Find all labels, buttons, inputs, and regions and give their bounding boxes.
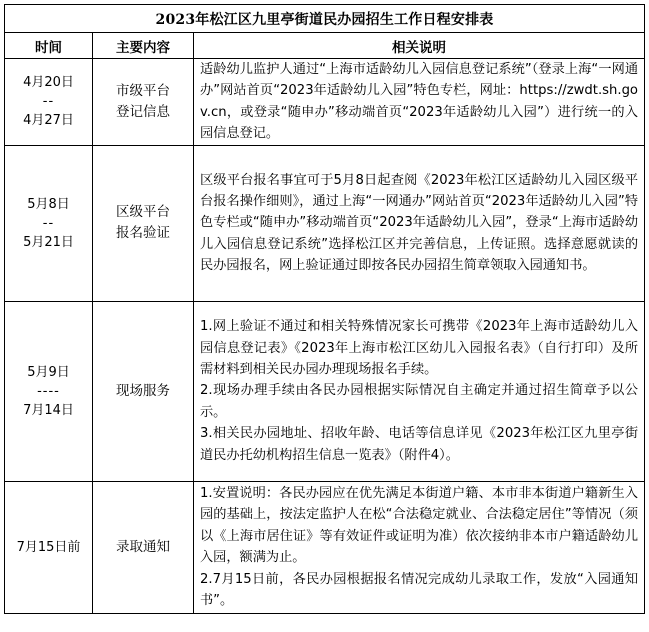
main-content-line2: 登记信息 [116,103,170,120]
schedule-document [4,4,644,614]
table-row [5,59,645,146]
time-separator: ---- [37,383,60,399]
description-cell [194,481,645,613]
time-start: 5月8日 [27,196,70,212]
header-row [5,33,645,59]
main-content-line1: 现场服务 [116,382,170,399]
main-content-cell [93,59,194,146]
description-paragraph: 3.相关民办园地址、招收年龄、电话等信息详见《2023年松江区九里亭街道民办托幼机构招生信息一览表》（附件4）。 [200,426,639,463]
header-main-content: 主要内容 [93,33,194,59]
description-paragraph: 区级平台报名事宜可于5月8日起查阅《2023年松江区适龄幼儿入园区级平台报名操作细则》，通过上海“一网通办”网站首页“2023年适龄幼儿入园”特色专栏或“随申办”移动端首页“2023年适龄幼儿入园”，登录“上海市适龄幼儿入园信息登记系统”选择松江区并完善信息，上传证照。选择意愿就读的民办园报名，网上验证通过即按各民办园招生简章领取入园通知书。 [200,172,639,274]
header-description: 相关说明 [194,33,645,59]
time-cell [5,145,93,301]
time-start: 7月15日前 [16,539,81,555]
description-paragraph: 适龄幼儿监护人通过“上海市适龄幼儿入园信息登记系统”（登录上海“一网通办”网站首页“2023年适龄幼儿入园”特色专栏，网址：https://zwdt.sh.gov.cn，或登录“随申办”移动端首页“2023年适龄幼儿入园”）进行统一的入园信息登记。 [200,62,639,142]
time-end: 7月14日 [23,402,74,418]
time-separator: -- [42,215,55,231]
main-content-line1: 录取通知 [116,538,170,555]
description-cell [194,145,645,301]
time-cell [5,481,93,613]
table-row [5,301,645,481]
description-paragraph: 1.安置说明：各民办园应在优先满足本街道户籍、本市非本街道户籍新生入园的基础上，按法定监护人在松“合法稳定就业、合法稳定居住”等情况（须以《上海市居住证》等有效证件或证明为准）依次接纳非本市户籍适龄幼儿入园，额满为止。 [200,485,639,566]
time-start: 5月9日 [27,364,70,380]
schedule-table [4,4,645,614]
time-end: 5月21日 [23,234,74,250]
description-cell [194,301,645,481]
main-content-cell [93,481,194,613]
table-row [5,145,645,301]
description-cell [194,59,645,146]
time-separator: -- [42,94,55,110]
description-paragraph: 1.网上验证不通过和相关特殊情况家长可携带《2023年上海市适龄幼儿入园信息登记表》《2023年上海市松江区幼儿入园报名表》（自行打印）及所需材料到相关民办园办理现场报名手续。 [200,319,639,378]
description-paragraph: 2.现场办理手续由各民办园根据实际情况自主确定并通过招生简章予以公示。 [200,383,639,420]
main-content-line1: 区级平台 [116,204,170,221]
main-content-cell [93,301,194,481]
main-content-line2: 报名验证 [116,225,170,242]
table-row [5,481,645,613]
main-content-line1: 市级平台 [116,82,170,99]
main-content-cell [93,145,194,301]
table-title: 2023年松江区九里亭街道民办园招生工作日程安排表 [5,5,645,33]
description-paragraph: 2.7月15日前，各民办园根据报名情况完成幼儿录取工作，发放“入园通知书”。 [200,571,639,608]
time-cell [5,59,93,146]
time-cell [5,301,93,481]
header-time: 时间 [5,33,93,59]
time-end: 4月27日 [23,113,74,129]
time-start: 4月20日 [23,75,74,91]
